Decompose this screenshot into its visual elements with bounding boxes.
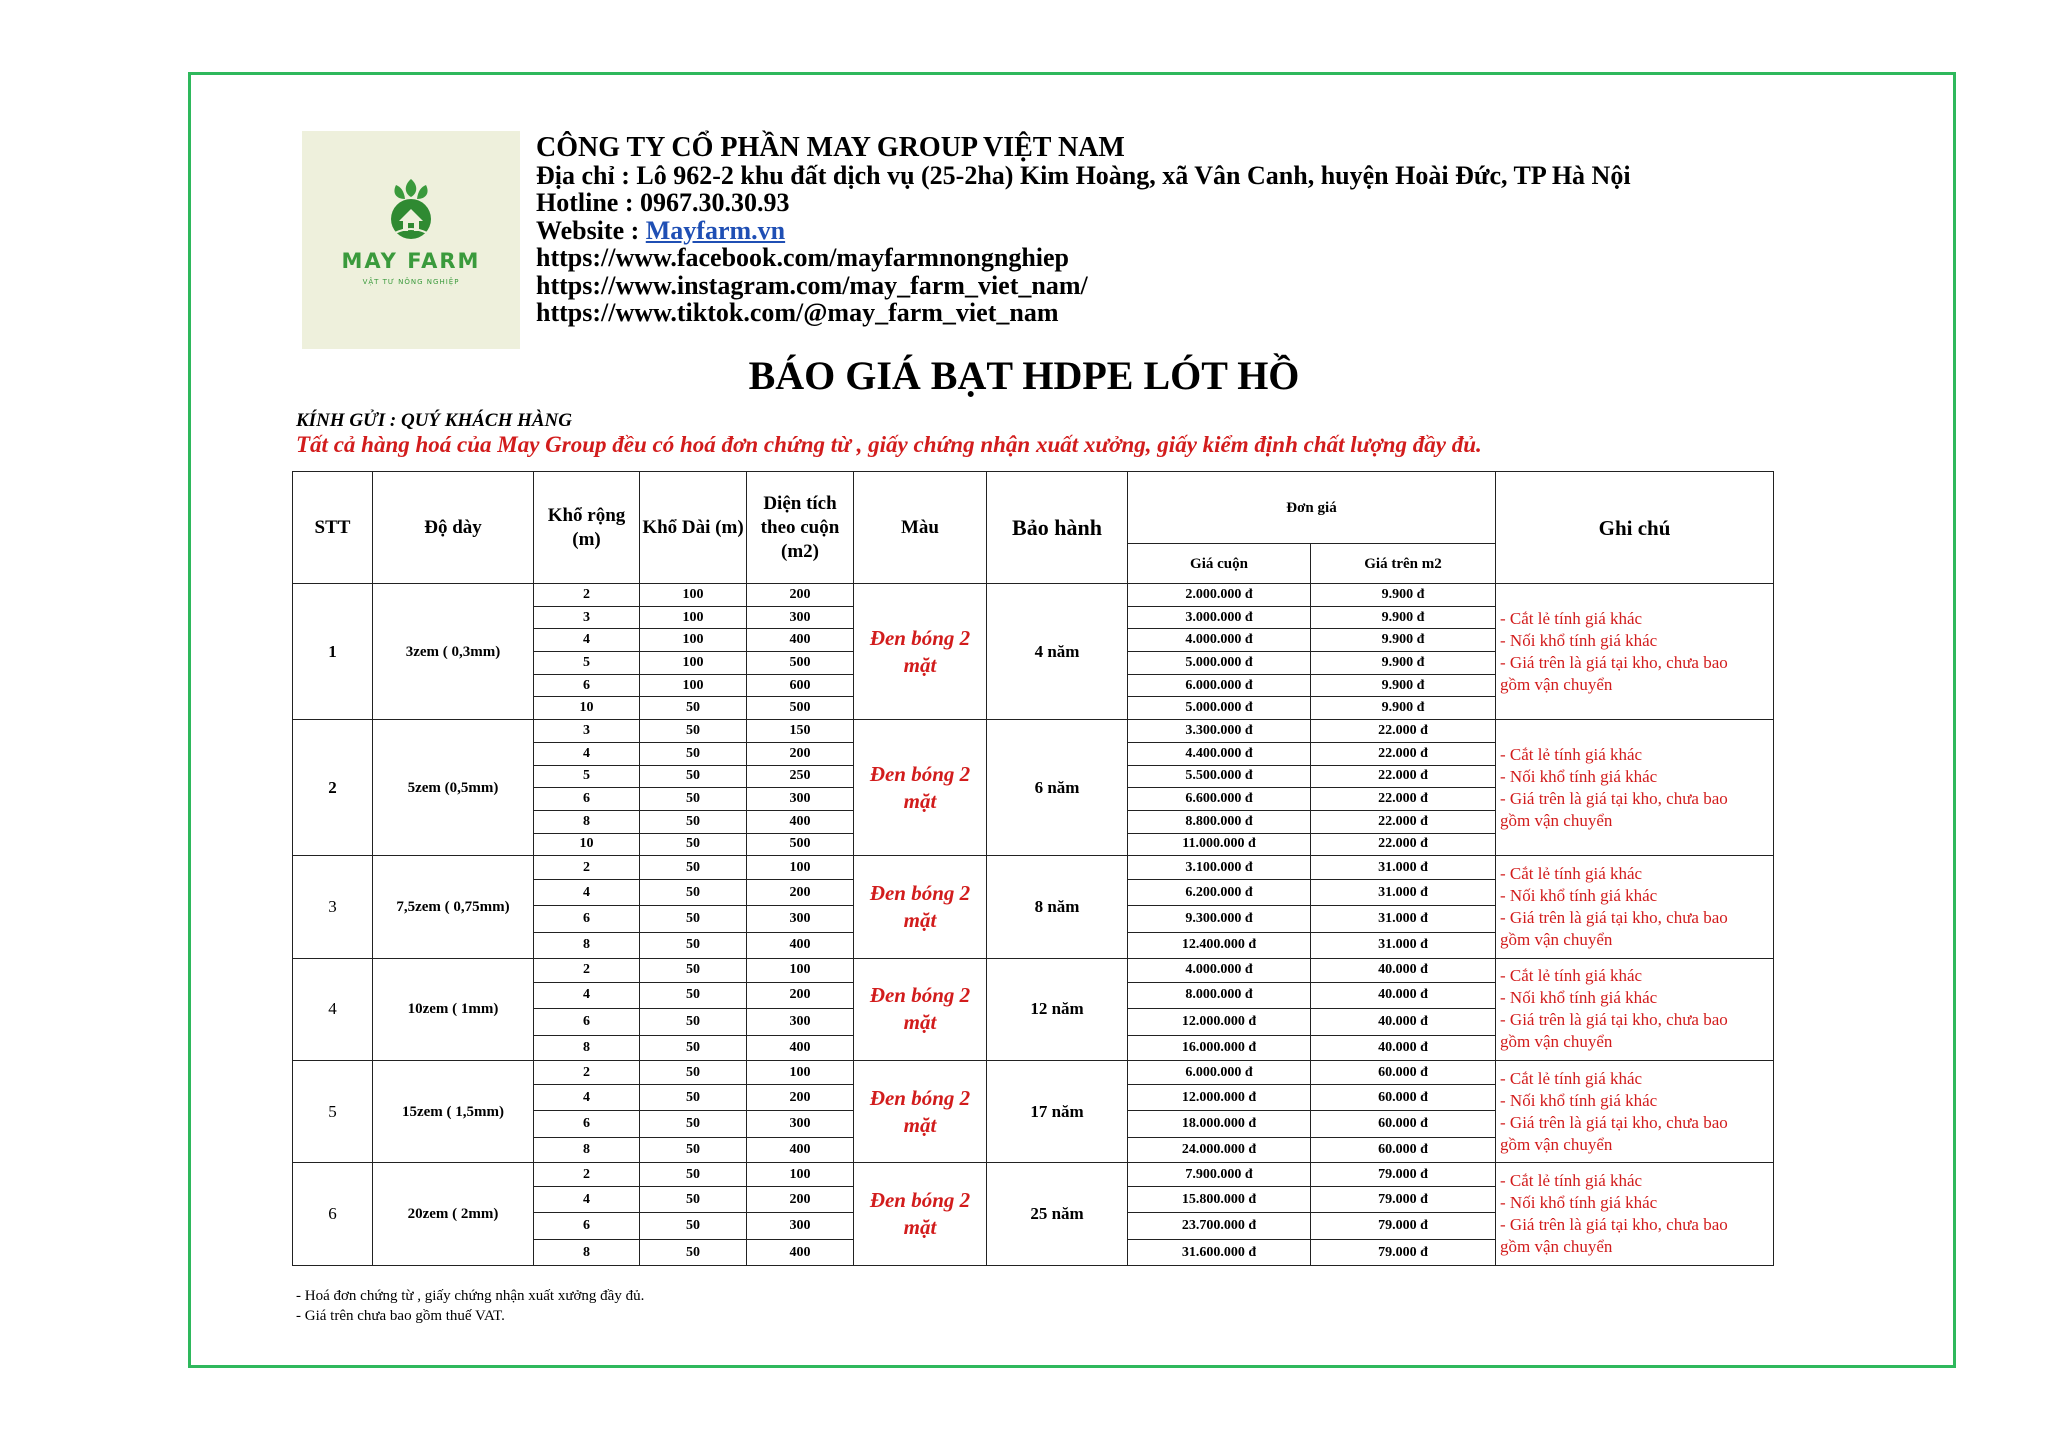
cell-width: 4 (534, 742, 640, 765)
cell-width: 6 (534, 674, 640, 697)
cell-area: 200 (747, 584, 854, 607)
cell-width: 3 (534, 720, 640, 743)
cell-m2-price: 40.000 đ (1311, 982, 1496, 1008)
cell-length: 100 (640, 674, 747, 697)
website-link[interactable]: Mayfarm.vn (645, 215, 786, 245)
cell-length: 50 (640, 958, 747, 982)
cell-m2-price: 22.000 đ (1311, 810, 1496, 833)
website-label: Website : (536, 215, 646, 245)
logo-tagline: VẬT TƯ NÔNG NGHIỆP (362, 278, 460, 286)
cell-width: 4 (534, 1187, 640, 1213)
cell-length: 50 (640, 856, 747, 880)
company-facebook: https://www.facebook.com/mayfarmnongnghiep (536, 243, 1070, 272)
cell-stt: 6 (293, 1163, 373, 1265)
cell-roll-price: 16.000.000 đ (1128, 1035, 1311, 1060)
cell-width: 2 (534, 958, 640, 982)
note-line: - Nối khổ tính giá khác (1500, 1193, 1658, 1213)
header-note: Ghi chú (1496, 472, 1774, 584)
header-width: Khổ rộng (m) (534, 472, 640, 584)
table-row (293, 1061, 1774, 1085)
cell-warranty: 6 năm (987, 720, 1128, 856)
cell-width: 5 (534, 765, 640, 788)
cell-thickness: 3zem ( 0,3mm) (373, 584, 534, 720)
note-line: - Nối khổ tính giá khác (1500, 988, 1658, 1008)
cell-roll-price: 5.000.000 đ (1128, 652, 1311, 675)
price-table-body (293, 584, 1774, 1266)
cell-length: 50 (640, 1187, 747, 1213)
note-line: - Nối khổ tính giá khác (1500, 885, 1658, 905)
cell-roll-price: 12.400.000 đ (1128, 933, 1311, 958)
cell-roll-price: 11.000.000 đ (1128, 833, 1311, 856)
cell-m2-price: 31.000 đ (1311, 906, 1496, 933)
cell-length: 50 (640, 788, 747, 811)
cell-width: 6 (534, 1111, 640, 1138)
cell-length: 50 (640, 1111, 747, 1138)
cell-area: 500 (747, 833, 854, 856)
cell-color: Đen bóng 2 mặt (854, 1061, 987, 1163)
cell-width: 6 (534, 906, 640, 933)
table-row (293, 584, 1774, 607)
cell-roll-price: 6.000.000 đ (1128, 1061, 1311, 1085)
note-line: gồm vận chuyển (1500, 1237, 1613, 1257)
cell-roll-price: 4.000.000 đ (1128, 958, 1311, 982)
cell-width: 8 (534, 1138, 640, 1163)
cell-roll-price: 8.800.000 đ (1128, 810, 1311, 833)
company-info (536, 134, 1631, 327)
document-title: BÁO GIÁ BẠT HDPE LÓT HỒ (748, 353, 1300, 398)
cell-m2-price: 9.900 đ (1311, 652, 1496, 675)
cell-roll-price: 6.600.000 đ (1128, 788, 1311, 811)
note-line: - Giá trên là giá tại kho, chưa bao (1500, 788, 1728, 808)
cell-width: 4 (534, 629, 640, 652)
cell-m2-price: 22.000 đ (1311, 742, 1496, 765)
cell-roll-price: 3.000.000 đ (1128, 606, 1311, 629)
cell-stt: 5 (293, 1061, 373, 1163)
cell-length: 50 (640, 933, 747, 958)
cell-roll-price: 5.000.000 đ (1128, 697, 1311, 720)
cell-width: 3 (534, 606, 640, 629)
note-line: gồm vận chuyển (1500, 674, 1613, 694)
cell-width: 8 (534, 810, 640, 833)
cell-m2-price: 79.000 đ (1311, 1240, 1496, 1265)
cell-length: 50 (640, 982, 747, 1008)
cell-m2-price: 9.900 đ (1311, 674, 1496, 697)
cell-area: 400 (747, 1035, 854, 1060)
cell-m2-price: 31.000 đ (1311, 856, 1496, 880)
cell-length: 50 (640, 765, 747, 788)
cell-roll-price: 4.400.000 đ (1128, 742, 1311, 765)
table-row (293, 856, 1774, 880)
cell-area: 100 (747, 856, 854, 880)
table-row (293, 1163, 1774, 1187)
cell-m2-price: 79.000 đ (1311, 1187, 1496, 1213)
note-line: gồm vận chuyển (1500, 1134, 1613, 1154)
header-length: Khổ Dài (m) (640, 472, 747, 584)
note-line: - Cắt lẻ tính giá khác (1500, 1068, 1643, 1088)
cell-area: 400 (747, 629, 854, 652)
cell-area: 100 (747, 1163, 854, 1187)
cell-note (1496, 958, 1774, 1060)
cell-area: 200 (747, 982, 854, 1008)
cell-m2-price: 9.900 đ (1311, 606, 1496, 629)
cell-width: 6 (534, 788, 640, 811)
cell-m2-price: 9.900 đ (1311, 629, 1496, 652)
header-stt: STT (293, 472, 373, 584)
footer-note: - Hoá đơn chứng từ , giấy chứng nhận xuất xưởng đầy đủ. (296, 1288, 645, 1304)
note-line: - Nối khổ tính giá khác (1500, 1090, 1658, 1110)
header-roll-price: Giá cuộn (1128, 544, 1311, 584)
cell-m2-price: 31.000 đ (1311, 880, 1496, 906)
note-line: - Giá trên là giá tại kho, chưa bao (1500, 1010, 1728, 1030)
cell-stt: 3 (293, 856, 373, 958)
company-hotline: Hotline : 0967.30.30.93 (536, 188, 790, 217)
cell-area: 500 (747, 697, 854, 720)
note-line: - Giá trên là giá tại kho, chưa bao (1500, 1112, 1728, 1132)
cell-area: 100 (747, 958, 854, 982)
cell-thickness: 5zem (0,5mm) (373, 720, 534, 856)
cell-width: 5 (534, 652, 640, 675)
cell-roll-price: 2.000.000 đ (1128, 584, 1311, 607)
cell-m2-price: 79.000 đ (1311, 1163, 1496, 1187)
cell-area: 400 (747, 933, 854, 958)
cell-length: 50 (640, 1163, 747, 1187)
cell-area: 300 (747, 906, 854, 933)
cell-m2-price: 60.000 đ (1311, 1111, 1496, 1138)
cell-area: 500 (747, 652, 854, 675)
cell-thickness: 10zem ( 1mm) (373, 958, 534, 1060)
cell-area: 600 (747, 674, 854, 697)
note-line: - Cắt lẻ tính giá khác (1500, 1171, 1643, 1191)
cell-warranty: 17 năm (987, 1061, 1128, 1163)
cell-length: 50 (640, 697, 747, 720)
cell-roll-price: 24.000.000 đ (1128, 1138, 1311, 1163)
note-line: - Cắt lẻ tính giá khác (1500, 863, 1643, 883)
cell-warranty: 8 năm (987, 856, 1128, 958)
company-name: CÔNG TY CỔ PHẦN MAY GROUP VIỆT NAM (536, 132, 1125, 163)
farm-logo-icon (382, 175, 440, 241)
cell-roll-price: 18.000.000 đ (1128, 1111, 1311, 1138)
cell-roll-price: 5.500.000 đ (1128, 765, 1311, 788)
cell-note (1496, 584, 1774, 720)
cell-length: 50 (640, 1008, 747, 1035)
cell-m2-price: 9.900 đ (1311, 584, 1496, 607)
cell-m2-price: 22.000 đ (1311, 788, 1496, 811)
cell-area: 200 (747, 1085, 854, 1111)
cell-m2-price: 31.000 đ (1311, 933, 1496, 958)
cell-warranty: 25 năm (987, 1163, 1128, 1265)
cell-stt: 4 (293, 958, 373, 1060)
cell-area: 300 (747, 1111, 854, 1138)
cell-length: 50 (640, 880, 747, 906)
cell-length: 50 (640, 742, 747, 765)
cell-roll-price: 15.800.000 đ (1128, 1187, 1311, 1213)
cell-width: 10 (534, 697, 640, 720)
cell-note (1496, 1061, 1774, 1163)
cell-area: 250 (747, 765, 854, 788)
cell-area: 300 (747, 788, 854, 811)
cell-length: 50 (640, 1240, 747, 1265)
footer-note: - Giá trên chưa bao gồm thuế VAT. (296, 1308, 505, 1324)
cell-length: 50 (640, 810, 747, 833)
note-line: - Nối khổ tính giá khác (1500, 630, 1658, 650)
cell-width: 10 (534, 833, 640, 856)
cell-roll-price: 7.900.000 đ (1128, 1163, 1311, 1187)
cell-m2-price: 40.000 đ (1311, 1008, 1496, 1035)
cell-color: Đen bóng 2 mặt (854, 958, 987, 1060)
cell-m2-price: 9.900 đ (1311, 697, 1496, 720)
cell-width: 8 (534, 933, 640, 958)
cell-roll-price: 23.700.000 đ (1128, 1213, 1311, 1240)
quality-notice: Tất cả hàng hoá của May Group đều có hoá đơn chứng từ , giấy chứng nhận xuất xưởng, giấy kiểm định chất lượng đầy đủ. (296, 432, 1482, 457)
note-line: - Giá trên là giá tại kho, chưa bao (1500, 1215, 1728, 1235)
note-line: gồm vận chuyển (1500, 929, 1613, 949)
footer-notes (296, 1286, 644, 1326)
cell-note (1496, 720, 1774, 856)
table-row (293, 958, 1774, 982)
cell-width: 2 (534, 1163, 640, 1187)
cell-color: Đen bóng 2 mặt (854, 856, 987, 958)
cell-note (1496, 856, 1774, 958)
note-line: - Cắt lẻ tính giá khác (1500, 966, 1643, 986)
note-line: - Giá trên là giá tại kho, chưa bao (1500, 907, 1728, 927)
cell-width: 2 (534, 1061, 640, 1085)
cell-m2-price: 22.000 đ (1311, 765, 1496, 788)
cell-area: 300 (747, 1008, 854, 1035)
cell-area: 300 (747, 1213, 854, 1240)
company-tiktok: https://www.tiktok.com/@may_farm_viet_nam (536, 298, 1059, 327)
cell-length: 50 (640, 833, 747, 856)
note-line: - Cắt lẻ tính giá khác (1500, 744, 1643, 764)
cell-m2-price: 22.000 đ (1311, 720, 1496, 743)
cell-warranty: 12 năm (987, 958, 1128, 1060)
cell-roll-price: 3.300.000 đ (1128, 720, 1311, 743)
cell-stt: 1 (293, 584, 373, 720)
logo-brand: MAY FARM (341, 249, 481, 273)
company-address: Địa chỉ : Lô 962-2 khu đất dịch vụ (25-2ha) Kim Hoàng, xã Vân Canh, huyện Hoài Đức, TP Hà Nội (536, 160, 1631, 190)
company-website (536, 217, 1631, 245)
cell-roll-price: 3.100.000 đ (1128, 856, 1311, 880)
cell-note (1496, 1163, 1774, 1265)
cell-width: 2 (534, 856, 640, 880)
cell-warranty: 4 năm (987, 584, 1128, 720)
price-table (292, 471, 1774, 1266)
note-line: gồm vận chuyển (1500, 810, 1613, 830)
cell-area: 300 (747, 606, 854, 629)
cell-length: 50 (640, 1035, 747, 1060)
cell-width: 4 (534, 880, 640, 906)
cell-area: 400 (747, 1138, 854, 1163)
cell-roll-price: 8.000.000 đ (1128, 982, 1311, 1008)
cell-color: Đen bóng 2 mặt (854, 1163, 987, 1265)
cell-stt: 2 (293, 720, 373, 856)
cell-length: 100 (640, 584, 747, 607)
header-m2-price: Giá trên m2 (1311, 544, 1496, 584)
cell-roll-price: 12.000.000 đ (1128, 1008, 1311, 1035)
cell-roll-price: 9.300.000 đ (1128, 906, 1311, 933)
cell-m2-price: 60.000 đ (1311, 1138, 1496, 1163)
cell-length: 100 (640, 606, 747, 629)
note-line: - Nối khổ tính giá khác (1500, 766, 1658, 786)
header-warranty: Bảo hành (987, 472, 1128, 584)
header-color: Màu (854, 472, 987, 584)
cell-length: 50 (640, 1138, 747, 1163)
cell-m2-price: 22.000 đ (1311, 833, 1496, 856)
cell-width: 2 (534, 584, 640, 607)
note-line: - Cắt lẻ tính giá khác (1500, 608, 1643, 628)
cell-length: 50 (640, 720, 747, 743)
note-line: gồm vận chuyển (1500, 1032, 1613, 1052)
cell-roll-price: 6.000.000 đ (1128, 674, 1311, 697)
header-area: Diện tích theo cuộn (m2) (747, 472, 854, 584)
cell-width: 8 (534, 1035, 640, 1060)
cell-area: 100 (747, 1061, 854, 1085)
cell-area: 400 (747, 1240, 854, 1265)
cell-m2-price: 40.000 đ (1311, 958, 1496, 982)
cell-m2-price: 40.000 đ (1311, 1035, 1496, 1060)
cell-width: 4 (534, 1085, 640, 1111)
cell-length: 50 (640, 1213, 747, 1240)
cell-roll-price: 4.000.000 đ (1128, 629, 1311, 652)
cell-width: 8 (534, 1240, 640, 1265)
cell-thickness: 20zem ( 2mm) (373, 1163, 534, 1265)
cell-m2-price: 60.000 đ (1311, 1061, 1496, 1085)
cell-area: 150 (747, 720, 854, 743)
cell-length: 100 (640, 652, 747, 675)
cell-length: 50 (640, 1061, 747, 1085)
cell-m2-price: 60.000 đ (1311, 1085, 1496, 1111)
header-price: Đơn giá (1128, 472, 1496, 544)
cell-color: Đen bóng 2 mặt (854, 584, 987, 720)
cell-length: 100 (640, 629, 747, 652)
cell-length: 50 (640, 906, 747, 933)
company-logo (302, 131, 520, 349)
greeting: KÍNH GỬI : QUÝ KHÁCH HÀNG (296, 410, 573, 431)
header-thickness: Độ dày (373, 472, 534, 584)
cell-area: 200 (747, 742, 854, 765)
cell-width: 4 (534, 982, 640, 1008)
cell-thickness: 7,5zem ( 0,75mm) (373, 856, 534, 958)
cell-roll-price: 12.000.000 đ (1128, 1085, 1311, 1111)
cell-length: 50 (640, 1085, 747, 1111)
cell-roll-price: 6.200.000 đ (1128, 880, 1311, 906)
note-line: - Giá trên là giá tại kho, chưa bao (1500, 652, 1728, 672)
cell-roll-price: 31.600.000 đ (1128, 1240, 1311, 1265)
table-row (293, 720, 1774, 743)
cell-area: 200 (747, 880, 854, 906)
cell-color: Đen bóng 2 mặt (854, 720, 987, 856)
cell-area: 200 (747, 1187, 854, 1213)
cell-width: 6 (534, 1213, 640, 1240)
cell-thickness: 15zem ( 1,5mm) (373, 1061, 534, 1163)
cell-width: 6 (534, 1008, 640, 1035)
cell-m2-price: 79.000 đ (1311, 1213, 1496, 1240)
cell-area: 400 (747, 810, 854, 833)
company-instagram: https://www.instagram.com/may_farm_viet_nam/ (536, 270, 1088, 300)
